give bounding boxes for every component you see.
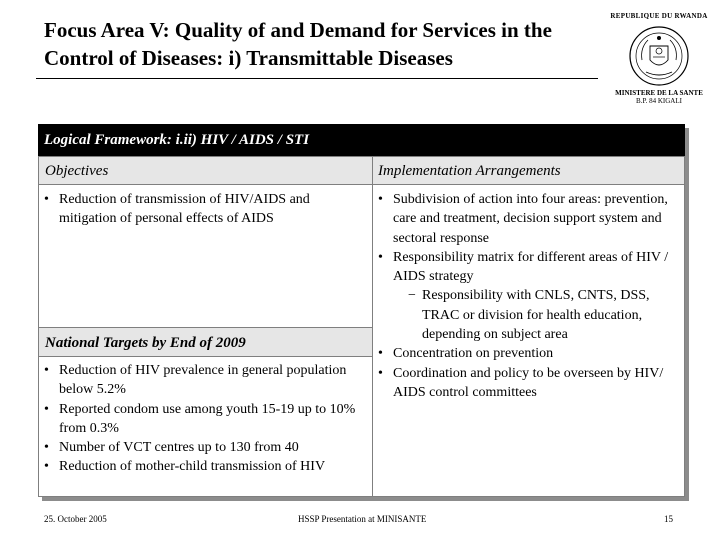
list-item: • Coordination and policy to be overseen by HIV/ AIDS control committees xyxy=(378,364,680,403)
footer-center-text: HSSP Presentation at MINISANTE xyxy=(298,514,427,524)
targets-list xyxy=(44,361,366,477)
logo-address-text: B.P. 84 KIGALI xyxy=(636,97,682,105)
column-divider xyxy=(372,157,373,496)
list-item: • Subdivision of action into four areas: prevention, care and treatment, decision support system and sectoral response xyxy=(378,190,680,248)
list-item: • Reported condom use among youth 15-19 up to 10% from 0.3% xyxy=(44,400,366,439)
slide-title: Focus Area V: Quality of and Demand for Services in the Control of Diseases: i) Transmittable Diseases xyxy=(44,18,552,70)
framework-body xyxy=(38,156,685,497)
ministry-logo xyxy=(604,12,714,108)
list-item: • Number of VCT centres up to 130 from 40 xyxy=(44,438,366,457)
objectives-list xyxy=(44,190,364,229)
implementation-heading: Implementation Arrangements xyxy=(373,157,684,185)
targets-heading: National Targets by End of 2009 xyxy=(39,327,372,357)
logo-country-text: REPUBLIQUE DU RWANDA xyxy=(610,12,708,20)
logical-framework-table xyxy=(38,124,685,497)
implementation-list xyxy=(378,190,680,402)
objectives-heading: Objectives xyxy=(39,157,372,185)
logo-ministry-text: MINISTERE DE LA SANTE xyxy=(615,89,703,97)
list-item: • Reduction of transmission of HIV/AIDS and mitigation of personal effects of AIDS xyxy=(44,190,364,229)
list-item: • Reduction of HIV prevalence in general population below 5.2% xyxy=(44,361,366,400)
framework-header: Logical Framework: i.ii) HIV / AIDS / STI xyxy=(38,124,685,156)
list-item: • Reduction of mother-child transmission of HIV xyxy=(44,457,366,476)
title-divider xyxy=(36,78,598,79)
list-item: • Responsibility matrix for different areas of HIV / AIDS strategy xyxy=(378,248,680,287)
page-number: 15 xyxy=(664,514,673,524)
list-item: • Concentration on prevention xyxy=(378,344,680,363)
footer-date: 25. October 2005 xyxy=(44,514,107,524)
sub-list-item: − Responsibility with CNLS, CNTS, DSS, TRAC or division for health education, depending on subject area xyxy=(378,286,680,344)
rwanda-seal-icon xyxy=(628,24,690,88)
